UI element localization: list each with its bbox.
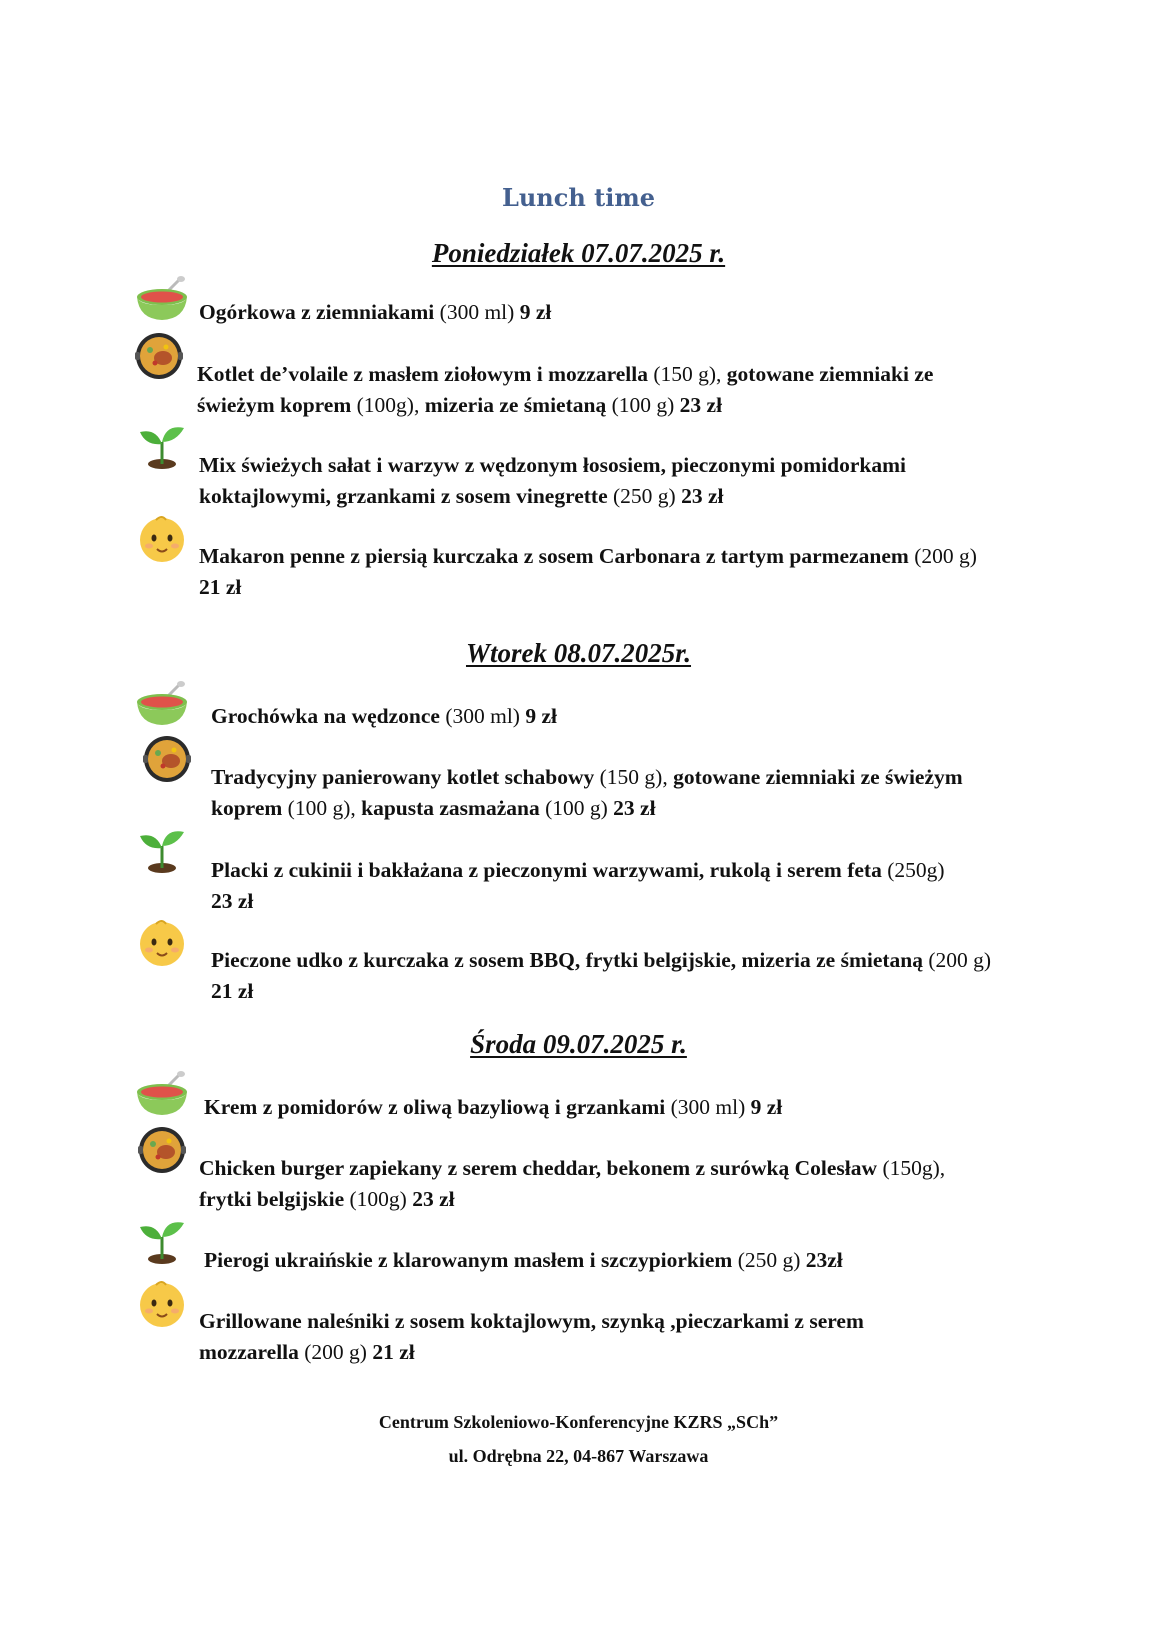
baby-face-icon [136, 512, 188, 564]
footer-organization: Centrum Szkoleniowo-Konferencyjne KZRS „SCh” [378, 1412, 779, 1432]
day-heading-monday: Poniedziałek 07.07.2025 r. [431, 238, 726, 268]
soup-bowl-icon [136, 680, 188, 732]
seedling-icon [136, 420, 188, 472]
menu-item: Ogórkowa z ziemniakami (300 ml) 9 zł [199, 300, 552, 324]
footer-address: ul. Odrębna 22, 04-867 Warszawa [448, 1446, 709, 1466]
menu-item: Pieczone udko z kurczaka z sosem BBQ, frytki belgijskie, mizeria ze śmietaną (200 g) 21 zł [211, 948, 992, 1003]
paella-pan-icon [141, 733, 193, 785]
menu-item: Chicken burger zapiekany z serem cheddar, bekonem z surówką Colesław (150g), frytki belgijskie (100g) 23 zł [199, 1156, 946, 1211]
soup-bowl-icon [136, 1070, 188, 1122]
menu-item: Makaron penne z piersią kurczaka z sosem Carbonara z tartym parmezanem (200 g) 21 zł [199, 544, 977, 599]
baby-face-icon [136, 916, 188, 968]
menu-item: Pierogi ukraińskie z klarowanym masłem i szczypiorkiem (250 g) 23zł [204, 1248, 843, 1272]
day-heading-tuesday: Wtorek 08.07.2025r. [465, 638, 692, 668]
menu-item: Placki z cukinii i bakłażana z pieczonymi warzywami, rukolą i serem feta (250g) 23 zł [211, 858, 945, 913]
menu-item: Tradycyjny panierowany kotlet schabowy (150 g), gotowane ziemniaki ze świeżym koprem (100 g), kapusta zasmażana (100 g) 23 zł [211, 765, 963, 820]
page-title: Lunch time [501, 183, 656, 212]
baby-face-icon [136, 1277, 188, 1329]
paella-pan-icon [136, 1124, 188, 1176]
menu-item: Kotlet de’volaile z masłem ziołowym i mozzarella (150 g), gotowane ziemniaki ze świeżym koprem (100g), mizeria ze śmietaną (100 g) 23 zł [197, 362, 934, 417]
menu-item: Grochówka na wędzonce (300 ml) 9 zł [211, 704, 557, 728]
menu-item: Krem z pomidorów z oliwą bazyliową i grzankami (300 ml) 9 zł [204, 1095, 783, 1119]
day-heading-wednesday: Środa 09.07.2025 r. [470, 1029, 687, 1059]
menu-item: Grillowane naleśniki z sosem koktajlowym, szynką ,pieczarkami z serem mozzarella (200 g) 21 zł [199, 1309, 864, 1364]
seedling-icon [136, 1215, 188, 1267]
paella-pan-icon [133, 330, 185, 382]
seedling-icon [136, 824, 188, 876]
menu-item: Mix świeżych sałat i warzyw z wędzonym łososiem, pieczonymi pomidorkami koktajlowymi, grzankami z sosem vinegrette (250 g) 23 zł [199, 453, 907, 508]
soup-bowl-icon [136, 275, 188, 327]
